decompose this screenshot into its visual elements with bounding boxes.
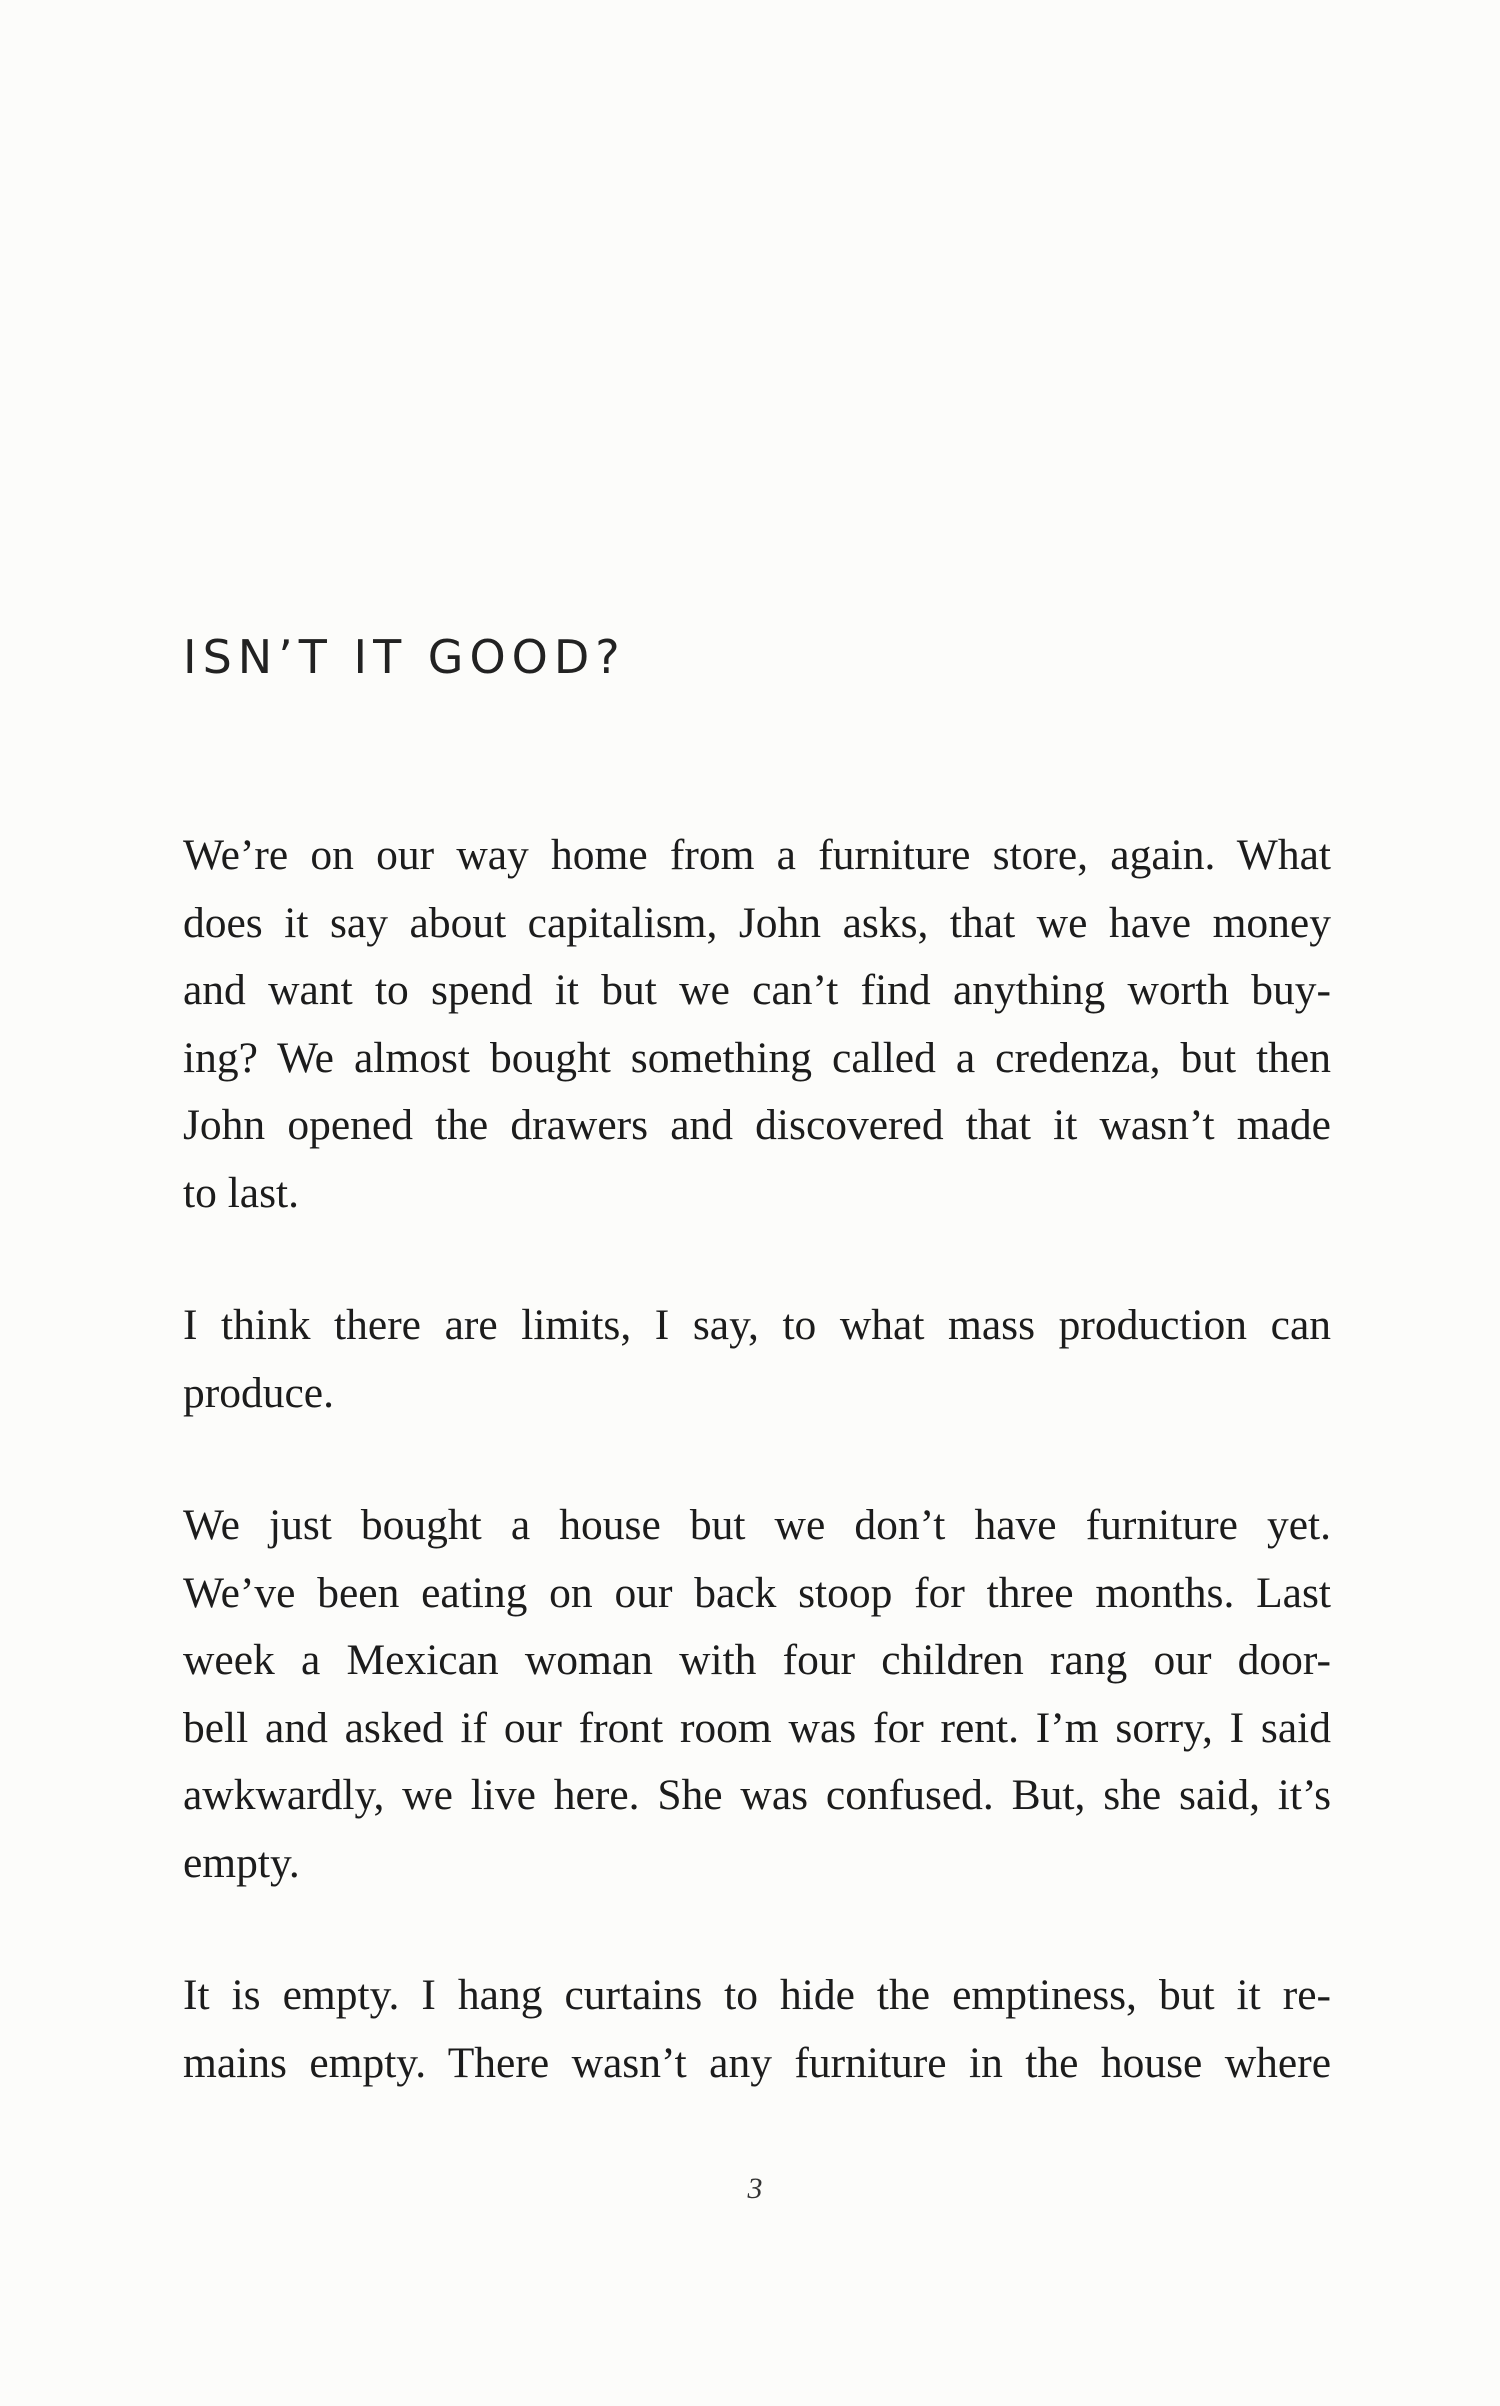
text-line: We’re on our way home from a furniture store, again. What — [183, 831, 1331, 879]
page-number: 3 — [747, 2172, 763, 2205]
text-line: mains empty. There wasn’t any furniture in the house where — [183, 2038, 1331, 2087]
text-line: to last. — [183, 1168, 299, 1217]
text-line: We’ve been eating on our back stoop for three months. Last — [183, 1568, 1331, 1617]
text-line: John opened the drawers and discovered that it wasn’t made — [183, 1101, 1331, 1149]
text-line: produce. — [183, 1368, 334, 1417]
paragraph-3 — [183, 1492, 1331, 1897]
text-line: does it say about capitalism, John asks, that we have money — [183, 898, 1331, 947]
text-line: and want to spend it but we can’t find anything worth buy- — [183, 966, 1331, 1014]
text-line: We just bought a house but we don’t have furniture yet. — [183, 1501, 1331, 1549]
paragraph-2 — [183, 1292, 1331, 1427]
text-line: week a Mexican woman with four children rang our door- — [183, 1636, 1331, 1684]
text-line: empty. — [183, 1838, 300, 1887]
text-line: ing? We almost bought something called a credenza, but then — [183, 1033, 1331, 1082]
paragraph-4 — [183, 1962, 1331, 2097]
text-line: I think there are limits, I say, to what mass production can — [183, 1301, 1331, 1349]
text-line: awkwardly, we live here. She was confused. But, she said, it’s — [183, 1771, 1331, 1819]
body-text — [183, 822, 1331, 2162]
text-line: bell and asked if our front room was for rent. I’m sorry, I said — [183, 1703, 1331, 1752]
chapter-title: ISN’T IT GOOD? — [183, 630, 626, 684]
text-line: It is empty. I hang curtains to hide the emptiness, but it re- — [183, 1971, 1331, 2019]
paragraph-1 — [183, 822, 1331, 1227]
